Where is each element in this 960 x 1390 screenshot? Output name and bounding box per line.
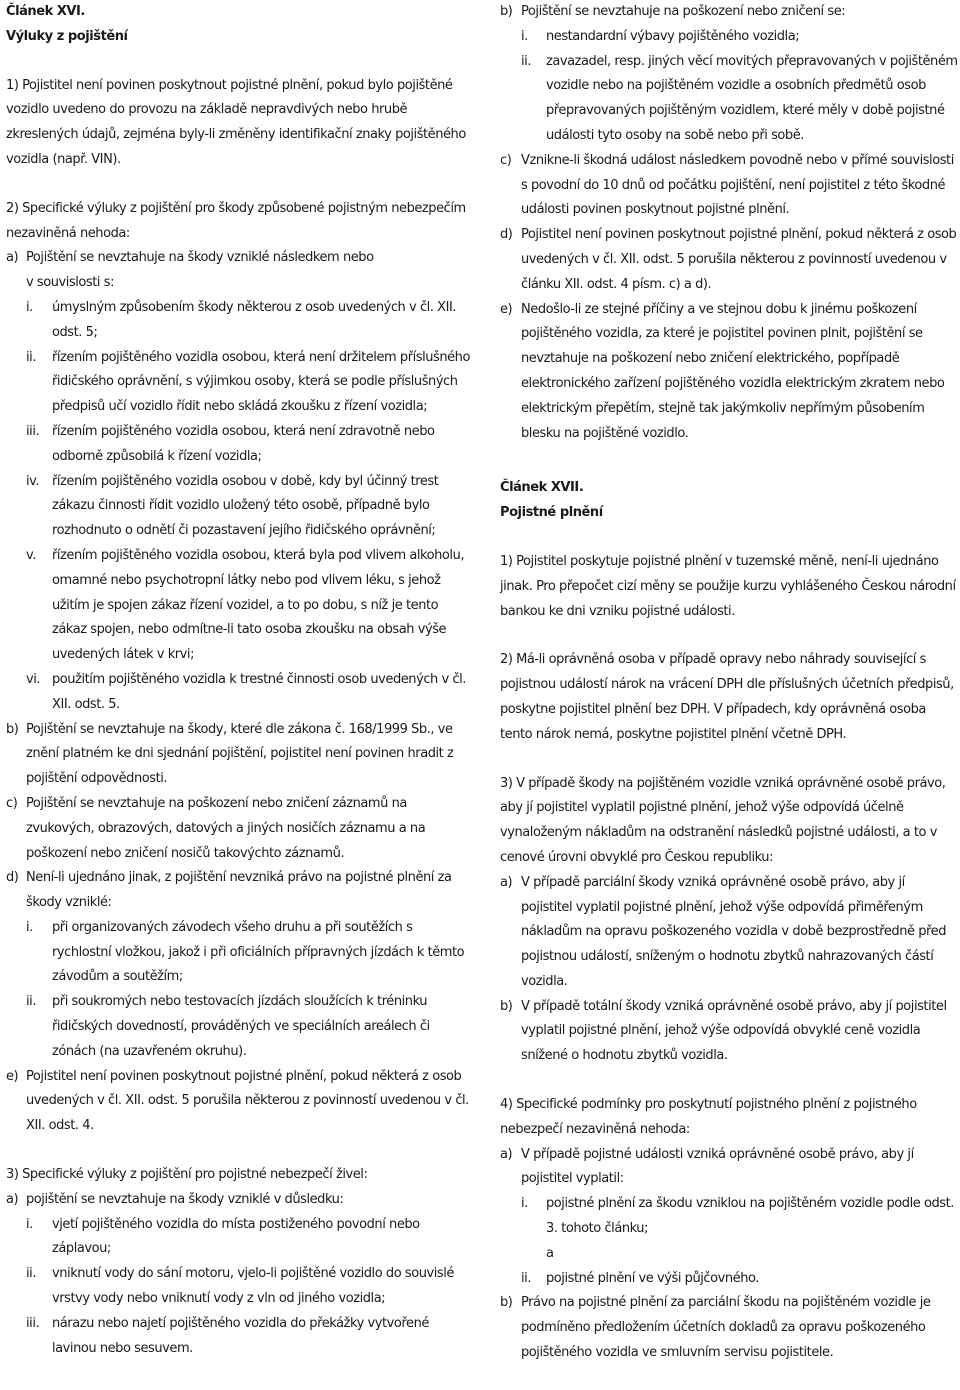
article-16-paragraph-2-intro: 2) Specifické výluky z pojištění pro škody způsobené pojistným nebezpečím nezaviněná nehoda: xyxy=(6,200,466,241)
list-item-text: nestandardní výbavy pojištěného vozidla; xyxy=(546,28,800,44)
paragraph-3-item-b-sublist xyxy=(500,25,958,149)
list-item-text: při organizovaných závodech všeho druhu a při soutěžích s rychlostní vložkou, jakož i při oficiálních přípravných jízdách k těmto závodům a soutěžím; xyxy=(52,919,465,985)
item-text: V případě totální škody vzniká oprávněné osobě právo, aby jí pojistitel vyplatil pojistné plnění, jehož výše odpovídá obvyklé ceně vozidla snížené o hodnotu zbytků vozidla. xyxy=(521,998,947,1064)
item-text: Pojistitel není povinen poskytnout pojistné plnění, pokud některá z osob uvedených v čl. XII. odst. 5 porušila některou z povinností uvedenou v článku XII. odst. 4 písm. c) a d). xyxy=(521,227,957,292)
list-item-text: použitím pojištěného vozidla k trestné činnosti osob uvedených v čl. XII. odst. 5. xyxy=(52,671,466,712)
list-item-text: pojistné plnění ve výši půjčovného. xyxy=(546,1270,759,1286)
list-item-marker: i. xyxy=(26,299,33,315)
list-item-marker: ii. xyxy=(26,349,37,365)
item-marker: d) xyxy=(6,870,19,886)
item-text: Pojištění se nevztahuje na škody vzniklé následkem nebo xyxy=(26,250,374,266)
paragraph-3-item-a-sublist xyxy=(6,1213,470,1362)
paragraph-2-item-a xyxy=(6,246,470,271)
list-item-text: úmyslným způsobením škody některou z osob uvedených v čl. XII. odst. 5; xyxy=(52,299,457,340)
list-item xyxy=(6,420,470,470)
item-marker: b) xyxy=(500,998,513,1014)
list-item-marker xyxy=(521,1242,546,1267)
paragraph-3-item-a xyxy=(6,1188,470,1213)
list-item-text: zavazadel, resp. jiných věcí movitých přepravovaných v pojištěném vozidle nebo na pojištěném vozidle a osobních předmětů osob přepravovaných pojištěným vozidlem, které měly v době pojistné události tyto osoby na sobě nebo při sobě. xyxy=(546,53,958,143)
paragraph-2-item-d xyxy=(6,866,470,916)
article-16-title: Článek XVI. xyxy=(6,4,85,19)
paragraph-3-item-c xyxy=(500,149,958,223)
list-item-text: řízením pojištěného vozidla osobou, která není držitelem příslušného řidičského oprávnění, s výjimkou osoby, která se podle příslušných předpisů učí vozidlo řídit nebo skládá zkoušku z řízení vozidla; xyxy=(52,349,470,415)
article-16-paragraph-1: 1) Pojistitel není povinen poskytnout pojistné plnění, pokud bylo pojištěné vozidlo uvedeno do provozu na základě nepravdivých nebo hrubě zkreslených údajů, zejména byly-li změněny identifikační znaky pojištěného vozidla (např. VIN). xyxy=(6,77,466,167)
right-column xyxy=(500,0,958,1366)
article-17-paragraph-3-item-a xyxy=(500,871,958,995)
list-item xyxy=(6,1213,470,1263)
left-column xyxy=(6,0,470,1361)
list-item-text: řízením pojištěného vozidla osobou v době, kdy byl účinný trest zákazu činnosti řídit vozidlo uložený této osobě, případně bylo rozhodnuto o odnětí či pozastavení jejího řidičského oprávnění; xyxy=(52,473,439,539)
paragraph-2-item-c xyxy=(6,792,470,866)
list-item xyxy=(6,470,470,544)
article-16-heading: Výluky z pojištění xyxy=(6,28,128,44)
paragraph-2-item-d-sublist xyxy=(6,916,470,1065)
paragraph-2-item-a-continuation: v souvislosti s: xyxy=(26,275,115,291)
list-item-text: nárazu nebo najetí pojištěného vozidla do překážky vytvořené lavinou nebo sesuvem. xyxy=(52,1315,429,1356)
item-marker: a) xyxy=(500,874,513,890)
item-marker: a) xyxy=(6,250,19,266)
item-text: V případě parciální škody vzniká oprávněné osobě právo, aby jí pojistitel vyplatil pojistné plnění, jehož výše odpovídá přiměřeným nákladům na opravu poškozeného vozidla v době bezprostředně před pojistnou událostí, sníženým o hodnotu zbytků nahrazovaných částí vozidla. xyxy=(521,874,947,989)
item-text: Pojištění se nevztahuje na poškození nebo zničení záznamů na zvukových, obrazových, datových a jiných nosičích záznamu a na poškození nebo zničení nosičů takovýchto záznamů. xyxy=(26,795,426,861)
list-item xyxy=(6,668,470,718)
article-17-paragraph-3-item-b xyxy=(500,995,958,1069)
item-text: pojištění se nevztahuje na škody vzniklé v důsledku: xyxy=(26,1191,344,1207)
item-marker: e) xyxy=(6,1068,19,1084)
list-item xyxy=(500,1242,958,1267)
item-text: V případě pojistné události vzniká oprávněné osobě právo, aby jí pojistitel vyplatil: xyxy=(521,1146,914,1187)
list-item-marker: ii. xyxy=(521,1270,532,1286)
list-item-text: řízením pojištěného vozidla osobou, která byla pod vlivem alkoholu, omamné nebo psychotropní látky nebo pod vlivem léku, s jehož užitím je spojen zákaz řízení vozidel, a to po dobu, s níž je tento zákaz spojen, nebo odmítne-li tato osoba zkoušku na obsah výše uvedených látek v krvi; xyxy=(52,547,465,663)
article-17-title: Článek XVII. xyxy=(500,480,584,496)
item-text: Pojištění se nevztahuje na škody, které dle zákona č. 168/1999 Sb., ve znění platném ke dni sjednání pojištění, pojistitel není povinen hradit z pojištění odpovědnosti. xyxy=(26,721,454,787)
list-item-text: a xyxy=(546,1245,554,1261)
list-item-marker: ii. xyxy=(521,53,532,69)
list-item-text: pojistné plnění za škodu vzniklou na pojištěném vozidle podle odst. 3. tohoto článku; xyxy=(546,1196,954,1237)
list-item-marker: ii. xyxy=(26,1266,37,1282)
article-17-paragraph-4-item-a-sublist xyxy=(500,1192,958,1291)
list-item-marker: i. xyxy=(521,28,528,44)
item-marker: c) xyxy=(500,152,512,168)
item-marker: e) xyxy=(500,301,513,317)
list-item xyxy=(6,990,470,1064)
paragraph-3-item-b xyxy=(500,0,958,25)
article-16-paragraph-3-intro: 3) Specifické výluky z pojištění pro pojistné nebezpečí živel: xyxy=(6,1167,368,1183)
list-item xyxy=(500,1267,958,1292)
item-marker: b) xyxy=(500,1295,513,1311)
article-17-heading: Pojistné plnění xyxy=(500,505,603,521)
article-17-paragraph-2: 2) Má-li oprávněná osoba v případě opravy nebo náhrady související s pojistnou událostí nárok na vrácení DPH dle příslušných účetních předpisů, poskytne pojistitel plnění bez DPH. V případech, kdy oprávněná osoba tento nárok nemá, poskytne pojistitel plnění včetně DPH. xyxy=(500,652,954,742)
list-item-marker: v. xyxy=(26,547,36,563)
item-marker: b) xyxy=(500,4,513,19)
list-item xyxy=(500,1192,958,1242)
item-text: Vznikne-li škodná událost následkem povodně nebo v přímé souvislosti s povodní do 10 dnů od počátku pojištění, není pojistitel z této škodné události povinen poskytnout pojistné plnění. xyxy=(521,152,954,218)
item-marker: a) xyxy=(6,1191,19,1207)
list-item-text: řízením pojištěného vozidla osobou, která není zdravotně nebo odborně způsobilá k řízení vozidla; xyxy=(52,423,435,464)
list-item xyxy=(6,916,470,990)
paragraph-2-item-e xyxy=(6,1065,470,1139)
article-17-paragraph-4-item-a xyxy=(500,1143,958,1193)
item-marker: c) xyxy=(6,795,18,811)
article-17-paragraph-4-item-b xyxy=(500,1291,958,1365)
item-text: Pojištění se nevztahuje na poškození nebo zničení se: xyxy=(521,4,846,19)
list-item-marker: i. xyxy=(26,1216,33,1232)
item-text: Nedošlo-li ze stejné příčiny a ve stejnou dobu k jinému poškození pojištěného vozidla, za které je pojistitel povinen plnit, pojištění se nevztahuje na poškození nebo zničení elektrického, popřípadě elektronického zařízení pojištěného vozidla elektrickým zkratem nebo elektrickým přepětím, stejně tak jakýmkoliv nepřímým působením blesku na pojištěné vozidlo. xyxy=(521,301,945,441)
list-item-marker: i. xyxy=(26,919,33,935)
list-item-text: při soukromých nebo testovacích jízdách sloužících k tréninku řidičských dovedností, prováděných ve speciálních areálech či zónách (na uzavřeném okruhu). xyxy=(52,994,430,1059)
list-item xyxy=(500,25,958,50)
item-marker: b) xyxy=(6,721,19,737)
item-marker: a) xyxy=(500,1146,513,1162)
item-marker: d) xyxy=(500,227,513,243)
list-item xyxy=(6,296,470,346)
list-item-marker: iii. xyxy=(26,1315,40,1331)
article-17-paragraph-1: 1) Pojistitel poskytuje pojistné plnění v tuzemské měně, není-li ujednáno jinak. Pro přepočet cizí měny se použije kurzu vyhlášeného Českou národní bankou ke dni vzniku pojistné události. xyxy=(500,553,956,619)
paragraph-2-item-b xyxy=(6,718,470,792)
list-item xyxy=(6,1262,470,1312)
paragraph-2-item-a-sublist xyxy=(6,296,470,718)
item-text: Právo na pojistné plnění za parciální škodu na pojištěném vozidle je podmíněno předložením účetních dokladů za opravu poškozeného pojištěného vozidla ve smluvním servisu pojistitele. xyxy=(521,1295,931,1361)
list-item-text: vjetí pojištěného vozidla do místa postiženého povodní nebo záplavou; xyxy=(52,1216,420,1257)
list-item-marker: iv. xyxy=(26,473,40,489)
list-item-marker: iii. xyxy=(26,423,40,439)
list-item-text: vniknutí vody do sání motoru, vjelo-li pojištěné vozidlo do souvislé vrstvy vody nebo vniknutí vody z vln od jiného vozidla; xyxy=(52,1266,454,1307)
list-item-marker: vi. xyxy=(26,671,41,687)
paragraph-3-item-e xyxy=(500,298,958,447)
list-item-marker: ii. xyxy=(26,994,37,1010)
article-17-paragraph-4-intro: 4) Specifické podmínky pro poskytnutí pojistného plnění z pojistného nebezpečí nezaviněná nehoda: xyxy=(500,1097,917,1137)
item-text: Pojistitel není povinen poskytnout pojistné plnění, pokud některá z osob uvedených v čl. XII. odst. 5 porušila některou z povinností uvedenou v čl. XII. odst. 4. xyxy=(26,1068,469,1134)
item-text: Není-li ujednáno jinak, z pojištění nevzniká právo na pojistné plnění za škody vzniklé: xyxy=(26,870,452,911)
list-item-marker: i. xyxy=(521,1196,528,1212)
article-17-paragraph-3: 3) V případě škody na pojištěném vozidle vzniká oprávněné osobě právo, aby jí pojistitel vyplatil pojistné plnění, jehož výše odpovídá účelně vynaloženým nákladům na odstranění následků pojistné události, a to v cenové úrovni obvyklé pro Českou republiku: xyxy=(500,775,946,865)
list-item xyxy=(6,346,470,420)
list-item xyxy=(6,1312,470,1362)
list-item xyxy=(500,50,958,149)
paragraph-3-item-d xyxy=(500,223,958,297)
list-item xyxy=(6,544,470,668)
